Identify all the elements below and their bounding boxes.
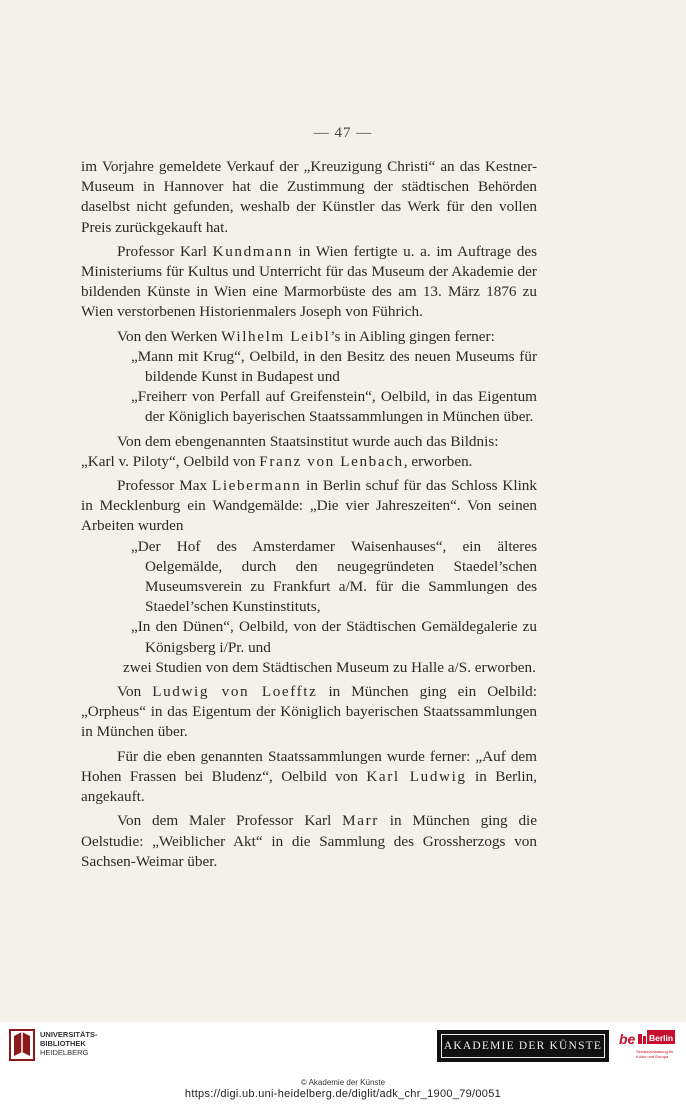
paragraph-5: Professor Max Liebermann in Berlin schuf für das Schloss Klink in Mecklenburg ein Wandgemälde: „Die vier Jahreszeiten“. Von seinen Arbeiten wurden [81, 477, 537, 535]
university-library-name [40, 1030, 98, 1057]
paragraph-8: Von dem Maler Professor Karl Marr in München ging die Oelstudie: „Weiblicher Akt“ in die Sammlung des Grossherzogs von Sachsen-Weimar über. [81, 812, 537, 870]
paragraph-2: Professor Karl Kundmann in Wien fertigte u. a. im Auftrage des Ministeriums für Kultus und Unterricht für das Museum der Akademie der bildenden Künste in Wien eine Marmorbüste des am 13. März 1876 zu Wien verstorbenen Historienmalers Joseph von Führich. [81, 242, 537, 321]
berlin-subtext: Senatsverwaltung für Kultur und Europa [636, 1049, 674, 1059]
source-url-link[interactable]: https://digi.ub.uni-heidelberg.de/diglit/adk_chr_1900_79/0051 [184, 1088, 502, 1100]
academy-banner-label: AKADEMIE DER KÜNSTE [441, 1034, 605, 1058]
paragraph-6: Von Ludwig von Loefftz in München ging ein Oelbild: „Orpheus“ in das Eigentum der Königlich bayerischen Staatssammlungen in München über. [81, 683, 537, 741]
paragraph-3: Von den Werken Wilhelm Leibl’s in Aibling gingen ferner: [117, 327, 495, 345]
university-library-logo-icon[interactable] [8, 1028, 36, 1062]
academy-banner[interactable] [437, 1030, 609, 1062]
paragraph-7: Für die eben genannten Staatssammlungen wurde ferner: „Auf dem Hohen Frassen bei Bludenz“, Oelbild von Karl Ludwig in Berlin, angekauft. [81, 747, 537, 806]
svg-text:Berlin: Berlin [649, 1033, 674, 1043]
page-number: — 47 — [313, 125, 373, 141]
library-line: HEIDELBERG [40, 1048, 89, 1057]
paragraph-4: Von dem ebengenannten Staatsinstitut wurde auch das Bildnis: [117, 432, 499, 450]
list-item: „Mann mit Krug“, Oelbild, in den Besitz des neuen Museums für bildende Kunst in Budapest und [131, 347, 537, 386]
list-item: „In den Dünen“, Oelbild, von der Städtischen Gemäldegalerie zu Königsberg i/Pr. und [131, 618, 537, 656]
copyright-notice: © Akademie der Künste [300, 1078, 386, 1087]
library-line: UNIVERSITÄTS- [40, 1030, 98, 1039]
list-item: „Der Hof des Amsterdamer Waisenhauses“, ein älteres Oelgemälde, durch den neugegründeten Staedel’schen Museumsverein zu Frankfurt a/M. für die Sammlungen des Staedel’schen Kunstinstituts, [131, 537, 537, 616]
list-item: „Freiherr von Perfall auf Greifenstein“, Oelbild, in das Eigentum der Königlich bayerischen Staatssammlungen in München über. [131, 388, 537, 426]
paragraph-1: im Vorjahre gemeldete Verkauf der „Kreuzigung Christi“ an das Kestner-Museum in Hannover hat die Zustimmung der städtischen Behörden daselbst nicht gefunden, weshalb der Künstler das Werk für den vollen Preis zurückgekauft hat. [81, 158, 537, 236]
svg-text:be: be [619, 1031, 636, 1047]
library-line: BIBLIOTHEK [40, 1039, 86, 1048]
list-item: zwei Studien von dem Städtischen Museum zu Halle a/S. erworben. [123, 658, 536, 676]
body-text [81, 157, 537, 872]
paragraph-4-cont: „Karl v. Piloty“, Oelbild von Franz von Lenbach, erworben. [81, 452, 473, 470]
